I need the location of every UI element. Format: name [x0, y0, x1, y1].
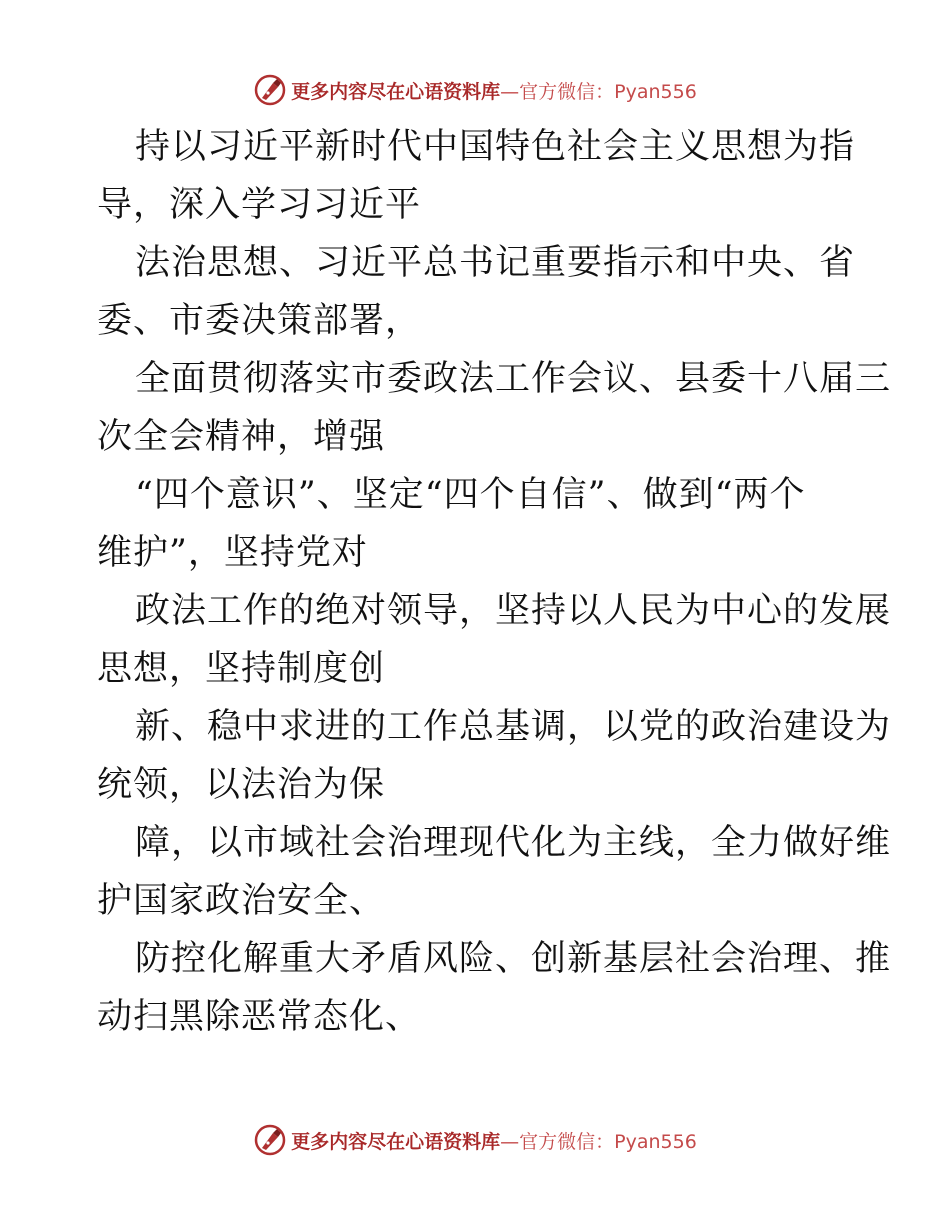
header-watermark [0, 70, 950, 110]
footer-watermark [0, 1120, 950, 1160]
body-line: 维护”，坚持党对 [97, 533, 368, 573]
body-line: 障，以市域社会治理现代化为主线，全力做好维 [135, 823, 892, 863]
body-line: 政法工作的绝对领导，坚持以人民为中心的发展 [135, 591, 892, 631]
body-line: 法治思想、习近平总书记重要指示和中央、省 [135, 243, 856, 283]
body-line: 防控化解重大矛盾风险、创新基层社会治理、推 [135, 939, 892, 979]
body-line: 导，深入学习习近平 [97, 185, 422, 225]
pen-nib-logo-icon [253, 1123, 287, 1157]
body-line: “四个意识”、坚定“四个自信”、做到“两个 [135, 475, 806, 515]
pen-nib-logo-icon [253, 73, 287, 107]
body-line: 全面贯彻落实市委政法工作会议、县委十八届三 [135, 359, 892, 399]
body-line: 护国家政治安全、 [97, 881, 386, 921]
footer-brand-text: 更多内容尽在心语资料库 [291, 1130, 501, 1153]
body-line: 新、稳中求进的工作总基调，以党的政治建设为 [135, 707, 892, 747]
body-line: 思想，坚持制度创 [97, 649, 386, 689]
document-body [97, 118, 892, 1046]
body-line: 持以习近平新时代中国特色社会主义思想为指 [135, 127, 856, 167]
body-line: 动扫黑除恶常态化、 [97, 997, 422, 1037]
body-line: 统领，以法治为保 [97, 765, 386, 805]
header-separator: — [500, 80, 520, 103]
header-wechat-text: 官方微信：Pyan556 [519, 80, 697, 103]
footer-separator: — [500, 1130, 520, 1153]
body-line: 次全会精神，增强 [97, 417, 386, 457]
body-line: 委、市委决策部署， [97, 301, 422, 341]
header-brand-text: 更多内容尽在心语资料库 [291, 80, 501, 103]
footer-wechat-text: 官方微信：Pyan556 [519, 1130, 697, 1153]
